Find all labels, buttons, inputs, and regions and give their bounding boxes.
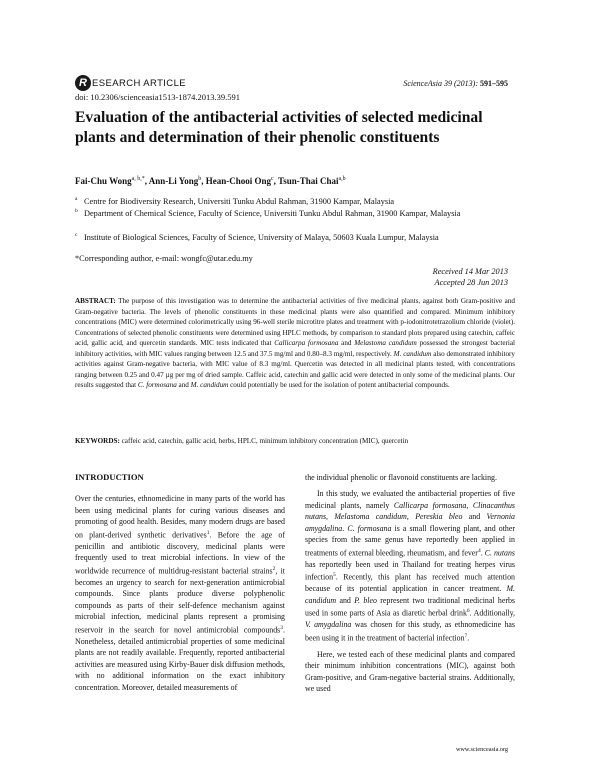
body-text: . [467, 633, 470, 643]
affiliation [75, 208, 515, 219]
species-name: V. amygdalina [305, 620, 352, 630]
species-name: C. formosana [137, 381, 177, 389]
species-name: Melastoma candidum [334, 512, 407, 522]
abstract-text: The purpose of this investigation was to determine the antibacterial activities of five medicinal plants, against both Gram-positive and Gram-negative bacteria. The levels of phenolic constituents in these medicinal plants were also quantified and compared. Minimum inhibitory concentrations (MIC) were determined colorimetrically using 96-well sterile microtitre plates and treatment with p-iodonitrotetrazolium chloride (violet). Concentrations of selected phenolic constituents were determined using HPLC methods, by comparison to standard plots prepared using catechin, caffeic acid, gallic acid, and quercetin standards. MIC tests indicated that [75, 297, 515, 347]
species-name: M. candidum [190, 381, 229, 389]
article-dates [433, 266, 508, 288]
body-text: is a small flowering plant, and other species from the same genus have reportedly been applied in treatments of external bleeding, rheumatism, and fever [305, 523, 516, 558]
body-text: , it becomes an urgency to search for next-generation antimicrobial compounds. Since plants produce diverse polyphenolic compounds as parts of their self-defence mechanism against microbial infection, medicinal plants represent a promising reservoir in the search for novel antimicrobial compounds [75, 566, 285, 635]
affiliation-text: Centre for Biodiversity Research, Universiti Tunku Abdul Rahman, 31900 Kampar, Malaysia [84, 197, 395, 206]
affiliation [75, 232, 515, 243]
corresponding-author: *Corresponding author, e-mail: wongfc@utar.edu.my [75, 254, 253, 263]
author-name: Tsun-Thai Chai [278, 176, 339, 186]
citation-ref[interactable]: 6 [466, 608, 470, 615]
citation-ref[interactable]: 5 [333, 572, 336, 579]
abstract-text: and [176, 381, 191, 389]
abstract-text: possessed the strongest bacterial inhibitory activities, with MIC values ranging between 12.5 and 37.5 mg/ml and 0.80–8.3 mg/ml, respectively. [75, 339, 516, 358]
section-heading: INTRODUCTION [75, 472, 144, 482]
author-separator: , [273, 176, 279, 186]
abstract [75, 296, 515, 391]
citation-ref[interactable]: 3 [280, 624, 284, 631]
author-list [75, 176, 346, 186]
citation-ref[interactable]: 7 [464, 632, 468, 639]
paragraph [305, 488, 515, 643]
species-name: C. nutans [484, 548, 515, 558]
body-text: . [480, 548, 485, 558]
journal-name: ScienceAsia [403, 79, 442, 88]
species-name: M. candidum [393, 349, 432, 358]
logo-letter: R [75, 75, 91, 91]
species-name: P. bleo [354, 595, 377, 605]
species-name: Melastoma candidum [354, 339, 417, 347]
body-text: . Recently, this plant has received much attention because of its potential application in cancer treatment. [305, 572, 515, 594]
affiliation-text: Department of Chemical Science, Faculty of Science, Universiti Tunku Abdul Rahman, 31900 Kampar, Malaysia [84, 209, 461, 218]
author-affiliation-mark: c [271, 176, 274, 182]
author-affiliation-mark: a, b,* [131, 176, 145, 182]
species-name: C. formosana [347, 523, 392, 533]
doi[interactable]: doi: 10.2306/scienceasia1513-1874.2013.39.591 [75, 92, 241, 102]
accepted-date: Accepted 28 Jun 2013 [434, 278, 508, 287]
affiliation-mark: a [75, 196, 78, 202]
affiliation [75, 196, 515, 207]
body-text: , [406, 512, 416, 522]
citation-ref[interactable]: 2 [272, 565, 276, 572]
body-text: Over the centuries, ethnomedicine in many parts of the world has been using medicinal plants for curing various diseases and promoting of good health. Besides, many modern drugs are based on plant-derived synthetic derivatives [75, 494, 285, 540]
body-text: . Additionally, [469, 608, 515, 618]
body-text: and [462, 512, 487, 522]
species-name: Pereskia bleo [415, 512, 463, 522]
abstract-text: also demonstrated inhibitory activities against Gram-negative bacteria, with MIC value of 8.3 mg/ml. Quercetin was detected in all medicinal plants tested, with concentrations ranging between 0.25 and 0.47 µg per mg of dried sample. Caffeic acid, catechin and gallic acid were detected in only some of the medicinal plants. Our results suggested that [75, 349, 515, 389]
author-separator: , [201, 176, 206, 186]
keywords-label: KEYWORDS: [75, 437, 120, 445]
citation-ref[interactable]: 1 [206, 529, 210, 536]
author-affiliation-mark: b [198, 176, 202, 182]
article-type-label: ESEARCH ARTICLE [92, 77, 186, 89]
species-name: Callicarpa formosana [393, 500, 467, 510]
journal-pages: 591–595 [480, 79, 508, 88]
author-affiliation-mark: a,b [338, 176, 346, 182]
affiliation-mark: b [75, 208, 78, 214]
author-separator: , [144, 176, 149, 186]
author-name: Ann-Li Yong [148, 176, 199, 186]
keywords-text: caffeic acid, catechin, gallic acid, herbs, HPLC, minimum inhibitory concentration (MIC), quercetin [119, 437, 409, 445]
body-text: has reportedly been used in Thailand for treating herpes virus infection [305, 559, 515, 582]
body-text: In this study, we evaluated the antibacterial properties of five medicinal plants, namely [305, 489, 515, 510]
left-column [75, 472, 285, 693]
body-text: . [342, 523, 348, 533]
footer-url[interactable]: www.scienceasia.org [455, 746, 508, 753]
body-text: , [466, 500, 473, 510]
paragraph [75, 493, 285, 693]
paragraph: the individual phenolic or flavonoid constituents are lacking. [305, 473, 497, 482]
journal-logo [75, 74, 186, 92]
abstract-text: and [338, 339, 355, 347]
abstract-label: ABSTRACT: [75, 297, 116, 305]
affiliation-text: Institute of Biological Sciences, Faculty of Science, University of Malaya, 50603 Kuala Lumpur, Malaysia [84, 233, 439, 242]
affiliation-mark: c [75, 232, 78, 238]
article-title: Evaluation of the antibacterial activities of selected medicinal plants and determination of their phenolic constituents [75, 109, 483, 146]
species-name: Callicarpa formosana [274, 339, 339, 347]
keywords [75, 436, 515, 446]
species-name: Vernonia amygdalina [305, 512, 515, 533]
body-text: was chosen for this study, as ethnomedicine has been using it in the treatment of bacterial infection [305, 620, 515, 643]
citation-ref[interactable]: 4 [477, 547, 481, 554]
species-name: Clinacanthus nutans [305, 500, 515, 522]
body-text: . Nonetheless, detailed antimicrobial properties of some medicinal plants are not readily available. Frequently, reported antibacterial activities are measured using Kirby-Bauer disk diffusion methods, with no additional information on the exact inhibitory concentration. Moreover, detailed measurements of [75, 625, 285, 692]
author-name: Fai-Chu Wong [75, 176, 132, 186]
species-name: M. candidum [305, 584, 515, 605]
paragraph: Here, we tested each of these medicinal plants and compared their minimum inhibition concentrations (MIC), against both Gram-positive, and Gram-negative bacterial strains. Additionally, we used [305, 649, 515, 694]
author-name: Hean-Chooi Ong [205, 176, 271, 186]
journal-citation [403, 79, 508, 88]
body-text: and [336, 595, 355, 605]
journal-volume: 39 (2013): [444, 79, 478, 88]
body-text: , [326, 512, 335, 522]
body-text: . Before the age of penicillin and antibiotic discovery, medicinal plants were frequently used to treat microbial infections. In view of the worldwide recurrence of multidrug-resistant bacterial strains [75, 530, 286, 576]
received-date: Received 14 Mar 2013 [432, 267, 508, 276]
abstract-text: could potentially be used for the isolation of potent antibacterial compounds. [228, 381, 450, 389]
right-column [305, 472, 515, 695]
body-text: represent two traditional medicinal herbs used in some parts of Asia as diaretic herbal drink [305, 595, 515, 618]
